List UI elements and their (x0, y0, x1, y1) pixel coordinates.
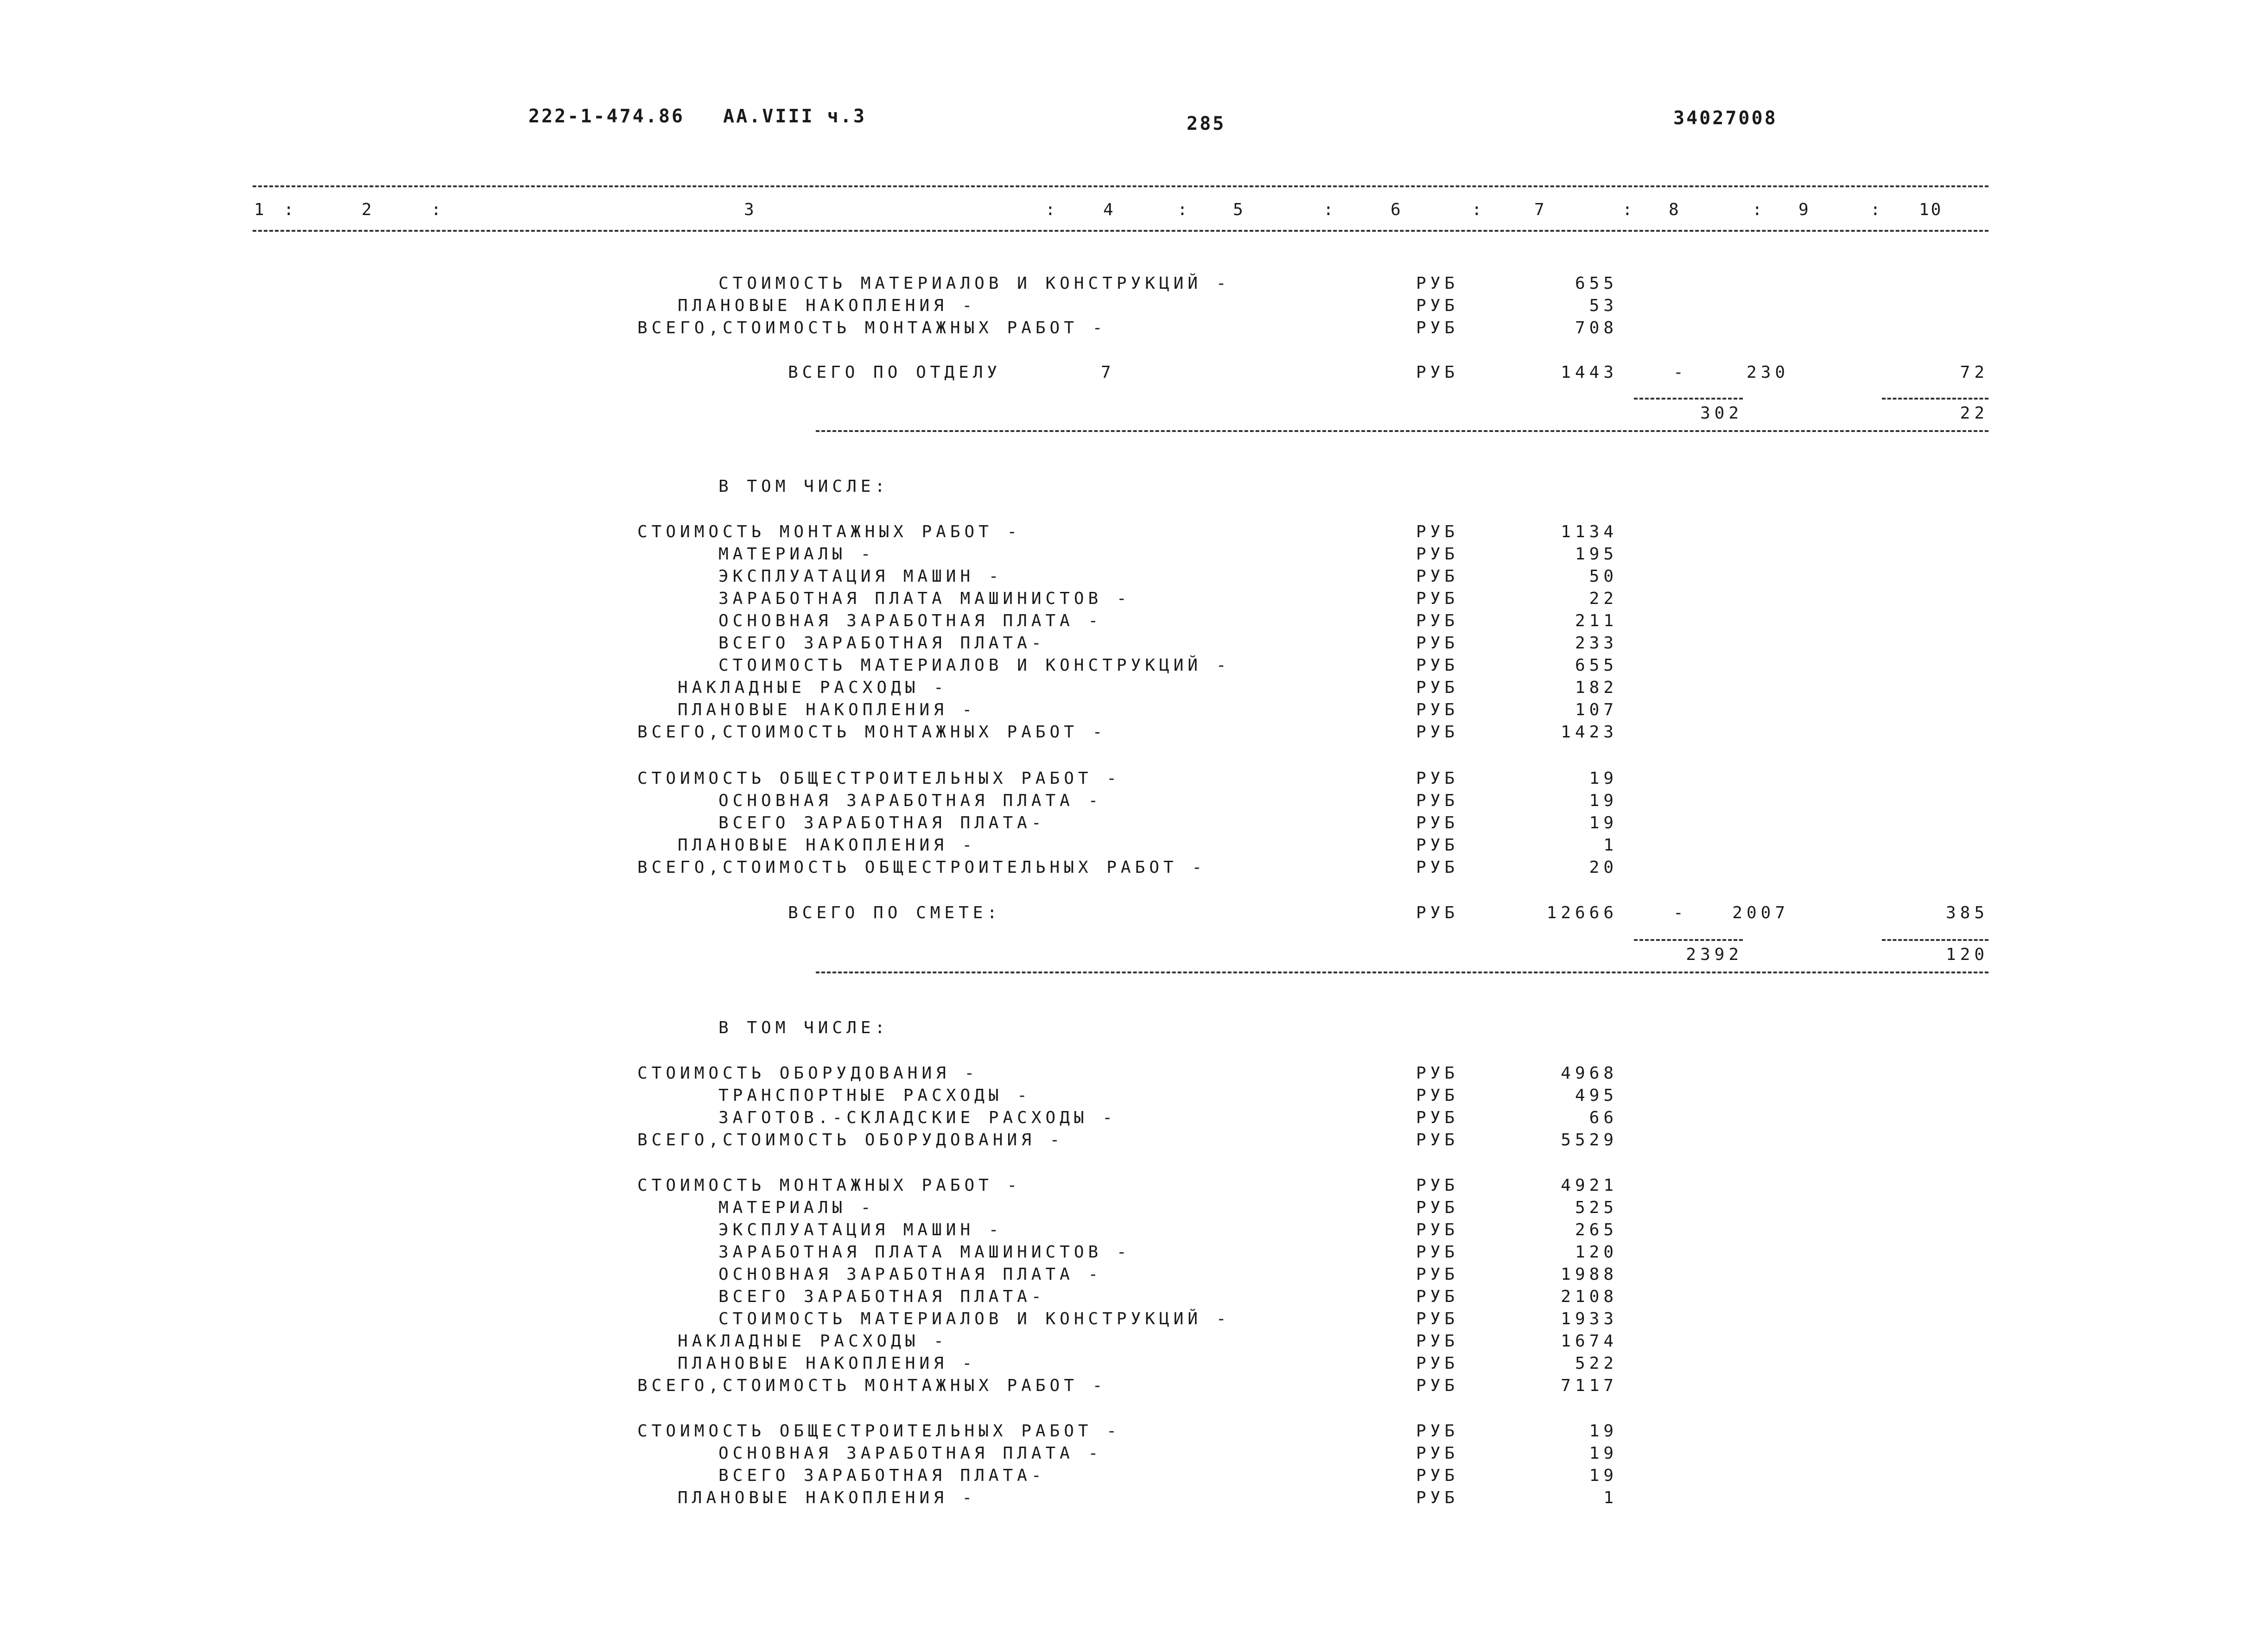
row-unit: РУБ (1416, 363, 1459, 382)
row-col8: - (1673, 363, 1688, 382)
row-label: СТОИМОСТЬ ОБЩЕСТРОИТЕЛЬНЫХ РАБОТ - (637, 769, 1121, 788)
row-label: ЗАРАБОТНАЯ ПЛАТА МАШИНИСТОВ - (718, 1243, 1131, 1262)
row-value: 107 (1575, 700, 1618, 719)
row-label: ЗАРАБОТНАЯ ПЛАТА МАШИНИСТОВ - (718, 589, 1131, 608)
row-value: 1134 (1561, 522, 1618, 541)
row-label: ПЛАНОВЫЕ НАКОПЛЕНИЯ - (678, 836, 977, 855)
row-unit: РУБ (1416, 274, 1459, 293)
row-unit: РУБ (1416, 545, 1459, 564)
row-unit: РУБ (1416, 1354, 1459, 1373)
row-label: ЭКСПЛУАТАЦИЯ МАШИН - (718, 567, 1003, 586)
row-value: 525 (1575, 1198, 1618, 1217)
row-unit: РУБ (1416, 1220, 1459, 1239)
row-unit: РУБ (1416, 1064, 1459, 1083)
row-value: 53 (1589, 296, 1618, 315)
row-value: 5529 (1561, 1131, 1618, 1150)
row-value: 1988 (1561, 1265, 1618, 1284)
row-unit: РУБ (1416, 1108, 1459, 1127)
row-unit: РУБ (1416, 836, 1459, 855)
row-unit: РУБ (1416, 1131, 1459, 1150)
row-value: 120 (1575, 1243, 1618, 1262)
row-label: ЗАГОТОВ.-СКЛАДСКИЕ РАСХОДЫ - (718, 1108, 1117, 1127)
row-label: ТРАНСПОРТНЫЕ РАСХОДЫ - (718, 1086, 1031, 1105)
row-label: ПЛАНОВЫЕ НАКОПЛЕНИЯ - (678, 296, 977, 315)
column-number: 3 (744, 200, 756, 219)
row-col9: 2007 (1732, 903, 1789, 922)
column-separator: : (284, 200, 296, 219)
row-unit: РУБ (1416, 1466, 1459, 1485)
column-number: 4 (1103, 200, 1115, 219)
row-value: 19 (1589, 1422, 1618, 1441)
column-separator: : (1323, 200, 1335, 219)
row-value: 19 (1589, 813, 1618, 832)
table-top-rule (253, 185, 1988, 187)
row-label: ОСНОВНАЯ ЗАРАБОТНАЯ ПЛАТА - (718, 1444, 1103, 1463)
row-label: ОСНОВНАЯ ЗАРАБОТНАЯ ПЛАТА - (718, 1265, 1103, 1284)
row-unit: РУБ (1416, 700, 1459, 719)
row-unit: РУБ (1416, 567, 1459, 586)
column-number: 1 (254, 200, 266, 219)
row-unit: РУБ (1416, 1198, 1459, 1217)
row-label: ВСЕГО,СТОИМОСТЬ ОБОРУДОВАНИЯ - (637, 1131, 1064, 1150)
row-value: 1 (1603, 1488, 1618, 1507)
row-value: 195 (1575, 545, 1618, 564)
row-value: 4921 (1561, 1176, 1618, 1195)
row-label: ПЛАНОВЫЕ НАКОПЛЕНИЯ - (678, 1488, 977, 1507)
row-label: СТОИМОСТЬ ОБОРУДОВАНИЯ - (637, 1064, 979, 1083)
column-number: 5 (1233, 200, 1245, 219)
row-unit: РУБ (1416, 678, 1459, 697)
subtotal-underline (1634, 398, 1743, 400)
doc-code: 222-1-474.86 (528, 106, 685, 127)
column-separator: : (1177, 200, 1189, 219)
column-header-rule (253, 230, 1988, 232)
row-unit: РУБ (1416, 858, 1459, 877)
row-label: ВСЕГО ЗАРАБОТНАЯ ПЛАТА- (718, 1466, 1046, 1485)
row-value: 4968 (1561, 1064, 1618, 1083)
column-separator: : (1870, 200, 1882, 219)
column-number: 10 (1919, 200, 1943, 219)
column-number: 8 (1669, 200, 1681, 219)
row-value: 12666 (1546, 903, 1618, 922)
row-value: 211 (1575, 611, 1618, 630)
row-unit: РУБ (1416, 1086, 1459, 1105)
row-unit: РУБ (1416, 903, 1459, 922)
row-value: 655 (1575, 656, 1618, 675)
page-number: 285 (1187, 113, 1226, 134)
column-separator: : (1622, 200, 1634, 219)
row-value: 19 (1589, 791, 1618, 810)
album-number: АА.VIII ч.3 (723, 106, 866, 127)
row-unit: РУБ (1416, 1422, 1459, 1441)
row-label: В ТОМ ЧИСЛЕ: (718, 477, 889, 496)
row-unit: РУБ (1416, 791, 1459, 810)
row-value: 1443 (1561, 363, 1618, 382)
row-unit: РУБ (1416, 1376, 1459, 1395)
row-label: ВСЕГО,СТОИМОСТЬ МОНТАЖНЫХ РАБОТ - (637, 723, 1107, 742)
row-label: ВСЕГО,СТОИМОСТЬ МОНТАЖНЫХ РАБОТ - (637, 1376, 1107, 1395)
section-total-rule (816, 972, 1988, 973)
row-value: 265 (1575, 1220, 1618, 1239)
row-col9: 230 (1746, 363, 1789, 382)
row-label: ПЛАНОВЫЕ НАКОПЛЕНИЯ - (678, 1354, 977, 1373)
row-label: МАТЕРИАЛЫ - (718, 545, 875, 564)
row-unit: РУБ (1416, 723, 1459, 742)
column-separator: : (1045, 200, 1057, 219)
row-unit: РУБ (1416, 1243, 1459, 1262)
row-unit: РУБ (1416, 1309, 1459, 1328)
row-unit: РУБ (1416, 1444, 1459, 1463)
section-total-rule (816, 430, 1988, 432)
row-unit: РУБ (1416, 589, 1459, 608)
row-unit: РУБ (1416, 318, 1459, 337)
row-unit: РУБ (1416, 522, 1459, 541)
row-label: ПЛАНОВЫЕ НАКОПЛЕНИЯ - (678, 700, 977, 719)
row-value: 19 (1589, 1466, 1618, 1485)
row-label: ВСЕГО ЗАРАБОТНАЯ ПЛАТА- (718, 1287, 1046, 1306)
row-value: 708 (1575, 318, 1618, 337)
row-unit: РУБ (1416, 611, 1459, 630)
subtotal-col10: 22 (1960, 404, 1988, 423)
row-value: 1933 (1561, 1309, 1618, 1328)
row-unit: РУБ (1416, 1265, 1459, 1284)
row-value: 2108 (1561, 1287, 1618, 1306)
row-label: НАКЛАДНЫЕ РАСХОДЫ - (678, 1332, 948, 1351)
row-value: 1674 (1561, 1332, 1618, 1351)
row-value: 20 (1589, 858, 1618, 877)
row-unit: РУБ (1416, 1287, 1459, 1306)
row-label: ВСЕГО,СТОИМОСТЬ МОНТАЖНЫХ РАБОТ - (637, 318, 1107, 337)
row-label: СТОИМОСТЬ МОНТАЖНЫХ РАБОТ - (637, 522, 1022, 541)
subtotal-col10: 120 (1945, 945, 1988, 964)
row-label: ВСЕГО ЗАРАБОТНАЯ ПЛАТА- (718, 813, 1046, 832)
row-unit: РУБ (1416, 769, 1459, 788)
row-value: 50 (1589, 567, 1618, 586)
row-unit: РУБ (1416, 1332, 1459, 1351)
row-value: 66 (1589, 1108, 1618, 1127)
row-value: 495 (1575, 1086, 1618, 1105)
row-label: СТОИМОСТЬ МАТЕРИАЛОВ И КОНСТРУКЦИЙ - (718, 274, 1231, 293)
row-value: 233 (1575, 634, 1618, 653)
row-value: 522 (1575, 1354, 1618, 1373)
row-label: ВСЕГО ЗАРАБОТНАЯ ПЛАТА- (718, 634, 1046, 653)
row-label: ВСЕГО ПО ОТДЕЛУ 7 (788, 363, 1115, 382)
row-unit: РУБ (1416, 1488, 1459, 1507)
row-value: 182 (1575, 678, 1618, 697)
column-number: 7 (1534, 200, 1546, 219)
row-label: СТОИМОСТЬ ОБЩЕСТРОИТЕЛЬНЫХ РАБОТ - (637, 1422, 1121, 1441)
row-col8: - (1673, 903, 1688, 922)
row-label: МАТЕРИАЛЫ - (718, 1198, 875, 1217)
row-value: 1 (1603, 836, 1618, 855)
row-col10: 72 (1960, 363, 1988, 382)
row-label: ОСНОВНАЯ ЗАРАБОТНАЯ ПЛАТА - (718, 791, 1103, 810)
row-label: ВСЕГО ПО СМЕТЕ: (788, 903, 1002, 922)
document-number: 34027008 (1673, 108, 1778, 129)
column-separator: : (1752, 200, 1764, 219)
row-label: ОСНОВНАЯ ЗАРАБОТНАЯ ПЛАТА - (718, 611, 1103, 630)
column-number: 6 (1391, 200, 1403, 219)
row-value: 7117 (1561, 1376, 1618, 1395)
subtotal-col8: 2392 (1686, 945, 1743, 964)
row-label: СТОИМОСТЬ МАТЕРИАЛОВ И КОНСТРУКЦИЙ - (718, 1309, 1231, 1328)
column-number: 9 (1798, 200, 1811, 219)
row-unit: РУБ (1416, 1176, 1459, 1195)
row-col10: 385 (1945, 903, 1988, 922)
column-number: 2 (362, 200, 374, 219)
row-label: СТОИМОСТЬ МАТЕРИАЛОВ И КОНСТРУКЦИЙ - (718, 656, 1231, 675)
row-value: 22 (1589, 589, 1618, 608)
row-label: ЭКСПЛУАТАЦИЯ МАШИН - (718, 1220, 1003, 1239)
row-unit: РУБ (1416, 296, 1459, 315)
row-label: В ТОМ ЧИСЛЕ: (718, 1018, 889, 1037)
row-value: 1423 (1561, 723, 1618, 742)
subtotal-underline (1882, 939, 1988, 941)
row-unit: РУБ (1416, 813, 1459, 832)
row-unit: РУБ (1416, 656, 1459, 675)
row-value: 19 (1589, 1444, 1618, 1463)
row-label: ВСЕГО,СТОИМОСТЬ ОБЩЕСТРОИТЕЛЬНЫХ РАБОТ - (637, 858, 1206, 877)
column-separator: : (1472, 200, 1484, 219)
subtotal-col8: 302 (1700, 404, 1743, 423)
subtotal-underline (1882, 398, 1988, 400)
row-value: 655 (1575, 274, 1618, 293)
row-label: СТОИМОСТЬ МОНТАЖНЫХ РАБОТ - (637, 1176, 1022, 1195)
subtotal-underline (1634, 939, 1743, 941)
row-label: НАКЛАДНЫЕ РАСХОДЫ - (678, 678, 948, 697)
row-unit: РУБ (1416, 634, 1459, 653)
row-value: 19 (1589, 769, 1618, 788)
column-separator: : (431, 200, 443, 219)
